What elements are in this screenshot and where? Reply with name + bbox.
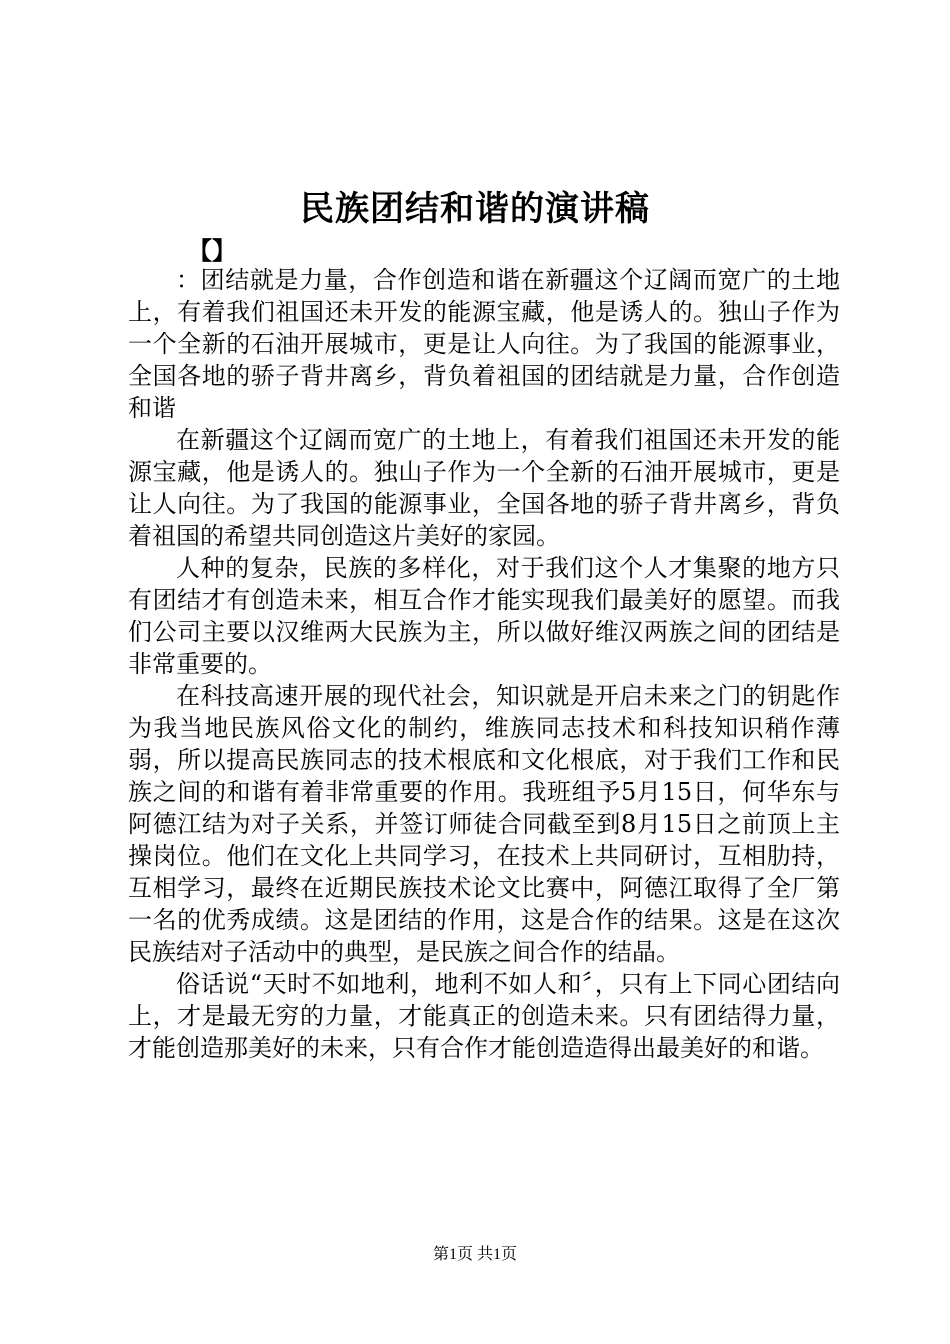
document-title: 民族团结和谐的演讲稿 xyxy=(300,189,650,229)
document-tag: 【】 xyxy=(188,237,236,265)
paragraph: 俗话说“天时不如地利，地利不如人和〞，只有上下同心团结向上，才是最无穷的力量，才能真正的创造未来。只有团结得力量，才能创造那美好的未来，只有合作才能创造造得出最美好的和谐。 xyxy=(128,970,840,1062)
paragraph: 人种的复杂，民族的多样化，对于我们这个人才集聚的地方只有团结才有创造未来，相互合作才能实现我们最美好的愿望。而我们公司主要以汉维两大民族为主，所以做好维汉两族之间的团结是非常重要的。 xyxy=(128,554,840,678)
paragraph: 在新疆这个辽阔而宽广的土地上，有着我们祖国还未开发的能源宝藏，他是诱人的。独山子作为一个全新的石油开展城市，更是让人向往。为了我国的能源事业，全国各地的骄子背井离乡，背负着祖国的希望共同创造这片美好的家园。 xyxy=(128,426,840,550)
document-body xyxy=(128,264,840,1064)
paragraph: 在科技高速开展的现代社会，知识就是开启未来之门的钥匙作为我当地民族风俗文化的制约，维族同志技术和科技知识稍作薄弱，所以提高民族同志的技术根底和文化根底，对于我们工作和民族之间的和谐有着非常重要的作用。我班组予5月15日，何华东与阿德江结为对子关系，并签订师徒合同截至到8月15日之前顶上主操岗位。他们在文化上共同学习，在技术上共同研讨，互相肋持，互相学习，最终在近期民族技术论文比赛中，阿德江取得了全厂第一名的优秀成绩。这是团结的作用，这是合作的结果。这是在这次民族结对子活动中的典型，是民族之间合作的结晶。 xyxy=(128,682,840,966)
page-footer: 第1页 共1页 xyxy=(432,1246,517,1263)
paragraph: ：团结就是力量，合作创造和谐在新疆这个辽阔而宽广的土地上，有着我们祖国还未开发的能源宝藏，他是诱人的。独山子作为一个全新的石油开展城市，更是让人向往。为了我国的能源事业，全国各地的骄子背井离乡，背负着祖国的团结就是力量，合作创造和谐 xyxy=(128,266,840,422)
